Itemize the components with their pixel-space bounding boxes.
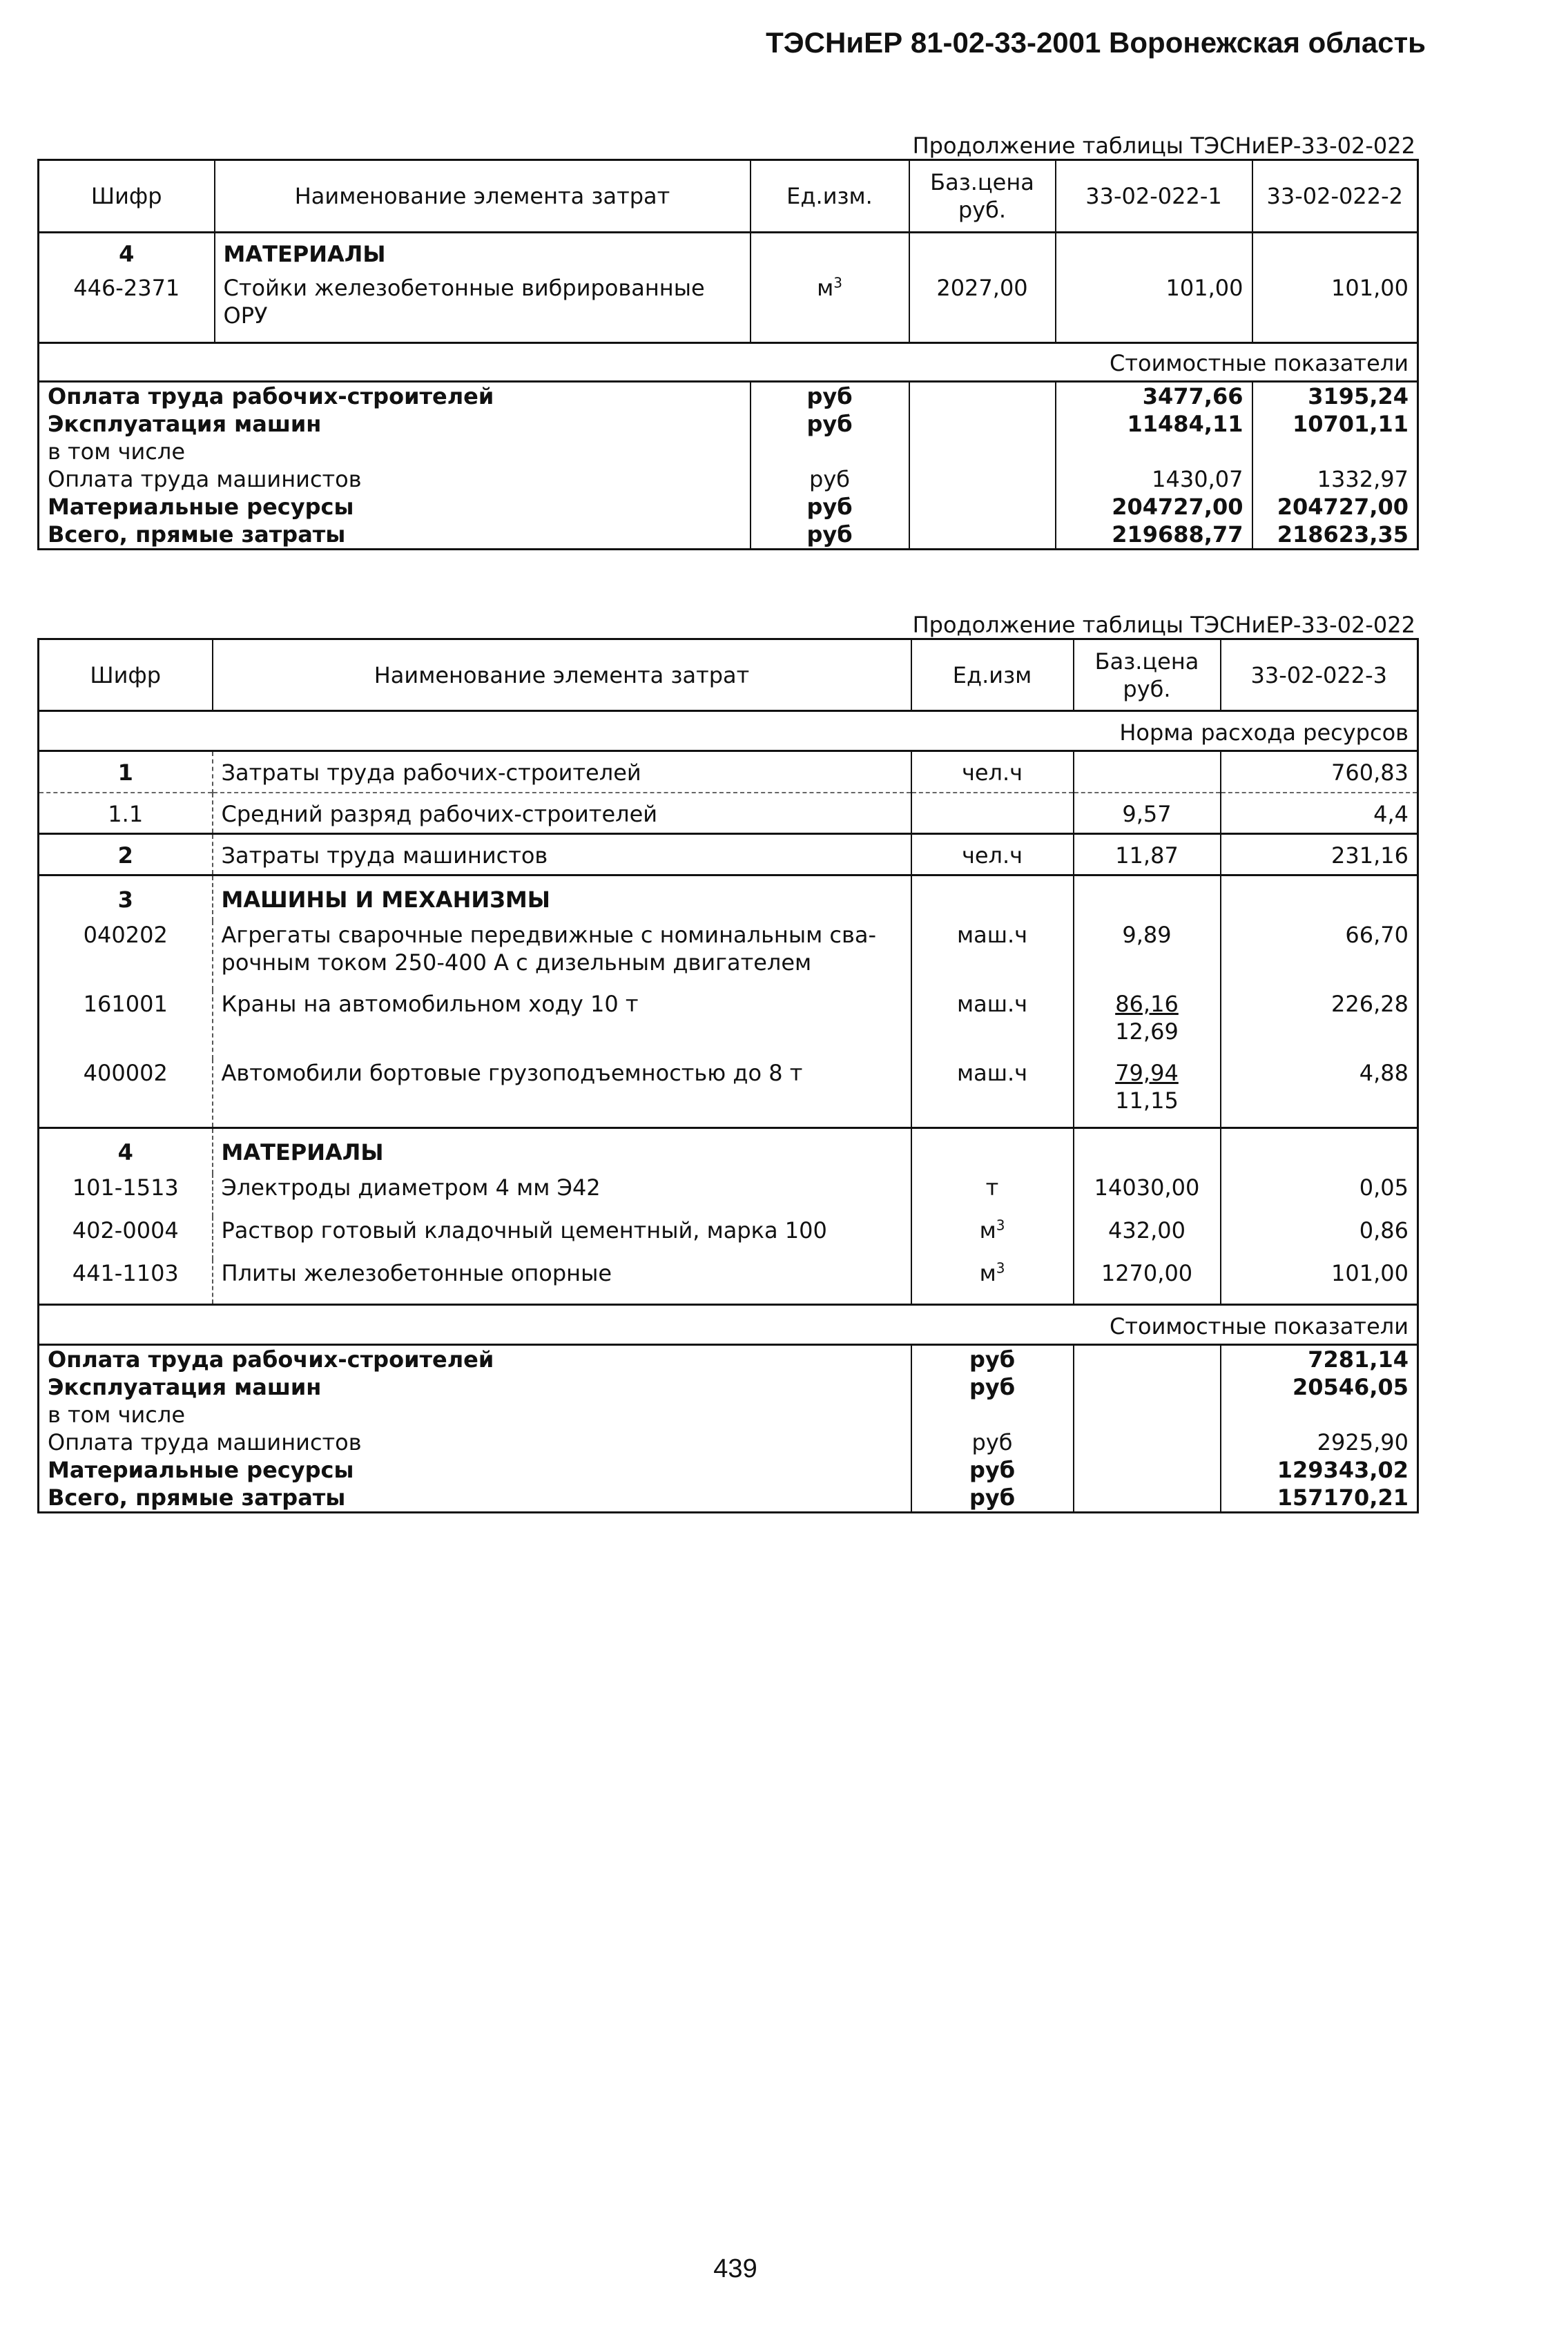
table-row (39, 751, 1418, 793)
table2 (37, 638, 1419, 1513)
table1-caption: Продолжение таблицы ТЭСНиЕР-33-02-022 (912, 133, 1415, 159)
row-name: Средний разряд рабочих-строителей (213, 793, 911, 834)
row-unit: $м^3$ (911, 1217, 1074, 1259)
table-row (39, 990, 1418, 1059)
row-name: Плиты железобетонные опорные (213, 1259, 911, 1305)
row-unit (911, 793, 1074, 834)
cost-value-2: 218623,35 (1252, 521, 1418, 550)
materials-section-row (39, 1128, 1418, 1174)
row-value-2: 101,00 (1252, 274, 1418, 343)
table-row (39, 1259, 1418, 1305)
cost-value-3: 2925,90 (1221, 1429, 1418, 1456)
cost-value-1: 3477,66 (1056, 382, 1252, 411)
row-name: Раствор готовый кладочный цементный, марка 100 (213, 1217, 911, 1259)
cost-row (39, 1484, 1418, 1513)
table1-col-name: Наименование элемента затрат (215, 160, 751, 233)
table2-cost-title-row (39, 1305, 1418, 1345)
row-price: 79,94 11,15 (1074, 1059, 1221, 1128)
table1-header-row (39, 160, 1418, 233)
row-value-3: 4,4 (1221, 793, 1418, 834)
cost-row (39, 438, 1418, 465)
cost-value-2: 10701,11 (1252, 410, 1418, 438)
row-code: 402-0004 (72, 1217, 179, 1243)
cost-row (39, 1345, 1418, 1374)
cost-value-3: 157170,21 (1221, 1484, 1418, 1513)
row-unit: маш.ч (911, 990, 1074, 1059)
row-value-3: 226,28 (1221, 990, 1418, 1059)
table2-col-name: Наименование элемента затрат (213, 639, 911, 711)
table-row (39, 793, 1418, 834)
section-title: МАШИНЫ И МЕХАНИЗМЫ (213, 875, 911, 921)
row-value-3: 4,88 (1221, 1059, 1418, 1128)
table-row (39, 274, 1418, 343)
table1-col-2: 33-02-022-2 (1252, 160, 1418, 233)
cost-row (39, 1456, 1418, 1484)
table2-col-price: Баз.цена руб. (1074, 639, 1221, 711)
cost-title: Стоимостные показатели (1110, 1313, 1409, 1339)
table1-col-unit: Ед.изм. (751, 160, 909, 233)
row-price: 9,57 (1074, 793, 1221, 834)
row-code: 101-1513 (72, 1174, 179, 1201)
cost-unit: руб (911, 1429, 1074, 1456)
table2-norm-title-row (39, 711, 1418, 751)
cost-value-1: 11484,11 (1056, 410, 1252, 438)
row-unit: чел.ч (911, 834, 1074, 875)
table1 (37, 159, 1419, 550)
table1-section-row (39, 233, 1418, 274)
row-price: 1270,00 (1074, 1259, 1221, 1305)
section-title: МАТЕРИАЛЫ (215, 233, 751, 274)
table2-header-row (39, 639, 1418, 711)
row-value-3: 760,83 (1221, 751, 1418, 793)
row-code: 161001 (83, 990, 168, 1017)
cost-label: Всего, прямые затраты (48, 521, 346, 548)
cost-value-3: 7281,14 (1221, 1345, 1418, 1374)
table2-col-3: 33-02-022-3 (1221, 639, 1418, 711)
row-code: 2 (117, 842, 133, 869)
row-value-3: 101,00 (1221, 1259, 1418, 1305)
cost-label: Эксплуатация машин (48, 1374, 322, 1400)
row-value-3: 0,05 (1221, 1174, 1418, 1217)
cost-label: Материальные ресурсы (48, 494, 354, 520)
row-value-3: 0,86 (1221, 1217, 1418, 1259)
row-value-3: 231,16 (1221, 834, 1418, 875)
row-name: Стойки железобетонные вибрированные ОРУ (215, 274, 751, 343)
row-price: 11,87 (1074, 834, 1221, 875)
row-code: 1.1 (108, 800, 144, 827)
row-price (1074, 751, 1221, 793)
cost-label: Всего, прямые затраты (48, 1484, 346, 1511)
table-row (39, 1217, 1418, 1259)
cost-label: Оплата труда машинистов (48, 1429, 362, 1455)
cost-unit: руб (751, 410, 909, 438)
page-number: 439 (713, 2254, 757, 2283)
row-unit: $м^3$ (911, 1259, 1074, 1305)
row-value-1: 101,00 (1056, 274, 1252, 343)
row-name: Автомобили бортовые грузоподъемностью до 8 т (213, 1059, 911, 1128)
cost-value-1: 219688,77 (1056, 521, 1252, 550)
cost-value-1: 1430,07 (1056, 465, 1252, 493)
cost-value-3: 129343,02 (1221, 1456, 1418, 1484)
table2-caption: Продолжение таблицы ТЭСНиЕР-33-02-022 (912, 612, 1415, 638)
row-unit: $м^3$ (751, 274, 909, 343)
cost-unit: руб (911, 1373, 1074, 1401)
cost-title: Стоимостные показатели (1110, 350, 1409, 376)
table-row (39, 1059, 1418, 1128)
cost-row (39, 382, 1418, 411)
cost-unit: руб (911, 1456, 1074, 1484)
cost-row (39, 521, 1418, 550)
row-unit: т (911, 1174, 1074, 1217)
table2-col-unit: Ед.изм (911, 639, 1074, 711)
page-header-title: ТЭСНиЕР 81-02-33-2001 Воронежская область (766, 26, 1426, 59)
cost-row (39, 465, 1418, 493)
table-row (39, 1174, 1418, 1217)
cost-row (39, 493, 1418, 521)
norm-title: Норма расхода ресурсов (1119, 719, 1409, 746)
table-row (39, 834, 1418, 875)
cost-value-2: 204727,00 (1252, 493, 1418, 521)
section-title: МАТЕРИАЛЫ (213, 1128, 911, 1174)
row-code: 446-2371 (73, 274, 180, 301)
cost-label: в том числе (48, 438, 185, 465)
row-unit: маш.ч (911, 921, 1074, 990)
row-unit: чел.ч (911, 751, 1074, 793)
row-price: 86,16 12,69 (1074, 990, 1221, 1059)
section-number: 4 (117, 1139, 133, 1165)
cost-label: в том числе (48, 1402, 185, 1428)
row-name: Затраты труда рабочих-строителей (213, 751, 911, 793)
cost-row (39, 1373, 1418, 1401)
table1-col-code: Шифр (90, 183, 162, 209)
cost-value-3: 20546,05 (1221, 1373, 1418, 1401)
cost-label: Оплата труда машинистов (48, 466, 362, 492)
cost-row (39, 1429, 1418, 1456)
cost-unit: руб (751, 465, 909, 493)
cost-unit: руб (751, 493, 909, 521)
table2-col-code: Шифр (90, 661, 162, 688)
cost-value-1: 204727,00 (1056, 493, 1252, 521)
cost-unit: руб (911, 1345, 1074, 1374)
row-price: 432,00 (1074, 1217, 1221, 1259)
table-row (39, 921, 1418, 990)
row-name: Краны на автомобильном ходу 10 т (213, 990, 911, 1059)
section-number: 4 (119, 241, 135, 267)
table1-cost-title-row (39, 343, 1418, 382)
row-code: 441-1103 (72, 1259, 179, 1286)
cost-value-2: 3195,24 (1252, 382, 1418, 411)
cost-row (39, 1401, 1418, 1429)
machines-section-row (39, 875, 1418, 921)
row-code: 040202 (83, 921, 168, 948)
row-price: 9,89 (1074, 921, 1221, 990)
row-price: 2027,00 (909, 274, 1056, 343)
cost-unit: руб (751, 521, 909, 550)
row-price: 14030,00 (1074, 1174, 1221, 1217)
table1-col-1: 33-02-022-1 (1056, 160, 1252, 233)
cost-unit: руб (911, 1484, 1074, 1513)
cost-label: Эксплуатация машин (48, 411, 322, 437)
row-name: Затраты труда машинистов (213, 834, 911, 875)
section-number: 3 (117, 887, 133, 913)
row-value-3: 66,70 (1221, 921, 1418, 990)
row-name: Электроды диаметром 4 мм Э42 (213, 1174, 911, 1217)
row-code: 1 (117, 759, 133, 786)
cost-value-2: 1332,97 (1252, 465, 1418, 493)
cost-unit: руб (751, 382, 909, 411)
cost-label: Оплата труда рабочих-строителей (48, 1346, 494, 1373)
row-name: Агрегаты сварочные передвижные с номинальным сва-рочным током 250-400 А с дизельным двигателем (213, 921, 911, 990)
table1-col-price: Баз.цена руб. (909, 160, 1056, 233)
cost-row (39, 410, 1418, 438)
cost-label: Материальные ресурсы (48, 1457, 354, 1483)
row-unit: маш.ч (911, 1059, 1074, 1128)
row-code: 400002 (83, 1059, 168, 1086)
cost-label: Оплата труда рабочих-строителей (48, 383, 494, 409)
